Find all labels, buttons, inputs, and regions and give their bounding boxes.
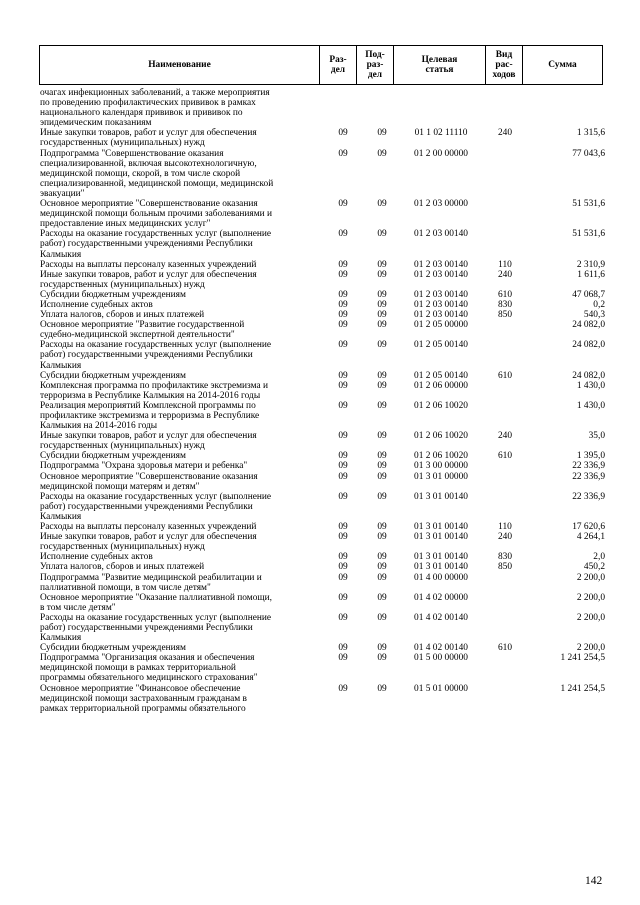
row-podrazdel: 09 [377, 461, 387, 472]
row-vid-rashodov: 610 [497, 643, 513, 654]
table-row [40, 471, 605, 492]
table-row [40, 592, 605, 613]
table-row [40, 451, 605, 462]
row-razdel: 09 [338, 269, 348, 280]
row-summa: 1 315,6 [576, 128, 605, 139]
row-summa: 2 200,0 [576, 572, 605, 583]
row-razdel: 09 [338, 653, 348, 664]
row-name: Иные закупки товаров, работ и услуг для обеспечения государственных (муниципальных) нужд [40, 128, 257, 149]
row-celevaya-statya: 01 2 06 10020 [414, 431, 468, 442]
row-summa: 51 531,6 [572, 229, 605, 240]
row-summa: 2 200,0 [576, 612, 605, 623]
row-summa: 24 082,0 [572, 320, 605, 331]
table-row [40, 653, 605, 684]
row-vid-rashodov: 240 [497, 532, 513, 543]
row-podrazdel: 09 [377, 310, 387, 321]
row-podrazdel: 09 [377, 299, 387, 310]
table-row [40, 370, 605, 381]
row-celevaya-statya: 01 2 03 00140 [414, 269, 468, 280]
row-vid-rashodov: 240 [497, 269, 513, 280]
row-podrazdel: 09 [377, 653, 387, 664]
row-razdel: 09 [338, 491, 348, 502]
row-summa: 2 200,0 [576, 592, 605, 603]
row-celevaya-statya: 01 2 05 00000 [414, 320, 468, 331]
row-name: Исполнение судебных актов [40, 299, 153, 310]
row-podrazdel: 09 [377, 572, 387, 583]
row-summa: 22 336,9 [572, 471, 605, 482]
row-name: Субсидии бюджетным учреждениям [40, 451, 186, 462]
row-podrazdel: 09 [377, 229, 387, 240]
row-razdel: 09 [338, 148, 348, 159]
row-razdel: 09 [338, 592, 348, 603]
row-name: Подпрограмма "Развитие медицинской реабилитации и паллиативной помощи, в том числе детям" [40, 572, 262, 593]
row-summa: 51 531,6 [572, 199, 605, 210]
row-summa: 1 430,0 [576, 400, 605, 411]
row-name: Основное мероприятие "Совершенствование оказания медицинской помощи матерям и детям" [40, 471, 258, 492]
row-name: Подпрограмма "Организация оказания и обеспечения медицинской помощи в рамках территориальной программы обязательного медицинского страхования" [40, 653, 258, 684]
table-row [40, 643, 605, 654]
row-summa: 0,2 [593, 299, 605, 310]
table-row [40, 532, 605, 553]
row-summa: 1 241 254,5 [560, 683, 605, 694]
header-celevaya: Целевая статья [394, 46, 486, 85]
row-razdel: 09 [338, 320, 348, 331]
row-summa: 4 264,1 [576, 532, 605, 543]
table-row [40, 491, 605, 522]
row-celevaya-statya: 01 3 01 00000 [414, 471, 468, 482]
row-celevaya-statya: 01 4 02 00140 [414, 612, 468, 623]
row-name: Уплата налогов, сборов и иных платежей [40, 310, 205, 321]
row-name: Расходы на выплаты персоналу казенных учреждений [40, 522, 257, 533]
table-row [40, 612, 605, 644]
row-razdel: 09 [338, 552, 348, 563]
row-summa: 1 430,0 [576, 380, 605, 391]
row-celevaya-statya: 01 2 06 00000 [414, 380, 468, 391]
row-celevaya-statya: 01 5 00 00000 [414, 653, 468, 664]
row-podrazdel: 09 [377, 199, 387, 210]
row-celevaya-statya: 01 2 06 10020 [414, 451, 468, 462]
row-razdel: 09 [338, 259, 348, 270]
row-razdel: 09 [338, 471, 348, 482]
table-row [40, 461, 605, 472]
row-podrazdel: 09 [377, 491, 387, 502]
row-podrazdel: 09 [377, 592, 387, 603]
row-podrazdel: 09 [377, 431, 387, 442]
row-podrazdel: 09 [377, 380, 387, 391]
table-row [40, 199, 605, 230]
row-name: Подпрограмма "Совершенствование оказания специализированной, включая высокотехнологичную, медицинской помощи, скорой, в том числе скорой специализированной, медицинской помощи, медицинской эвакуации" [40, 148, 274, 199]
table-row [40, 148, 605, 199]
row-summa: 1 241 254,5 [560, 653, 605, 664]
row-celevaya-statya: 01 3 00 00000 [414, 461, 468, 472]
row-podrazdel: 09 [377, 683, 387, 694]
row-name: Подпрограмма "Охрана здоровья матери и ребенка" [40, 461, 248, 472]
row-razdel: 09 [338, 380, 348, 391]
row-razdel: 09 [338, 643, 348, 654]
table-row [40, 320, 605, 341]
row-name: Иные закупки товаров, работ и услуг для обеспечения государственных (муниципальных) нужд [40, 269, 257, 290]
row-vid-rashodov: 850 [497, 562, 513, 573]
row-summa: 24 082,0 [572, 370, 605, 381]
row-summa: 22 336,9 [572, 461, 605, 472]
row-summa: 77 043,6 [572, 148, 605, 159]
row-vid-rashodov: 610 [497, 370, 513, 381]
row-razdel: 09 [338, 289, 348, 300]
row-celevaya-statya: 01 4 02 00000 [414, 592, 468, 603]
row-name: Субсидии бюджетным учреждениям [40, 643, 186, 654]
table-row [40, 683, 605, 714]
row-celevaya-statya: 01 2 06 10020 [414, 400, 468, 411]
row-vid-rashodov: 110 [498, 259, 512, 270]
row-celevaya-statya: 01 3 01 00140 [414, 562, 468, 573]
row-razdel: 09 [338, 683, 348, 694]
table-row [40, 88, 602, 128]
row-vid-rashodov: 830 [497, 552, 513, 563]
row-celevaya-statya: 01 3 01 00140 [414, 522, 468, 533]
row-vid-rashodov: 610 [497, 451, 513, 462]
table-row [40, 269, 605, 290]
row-podrazdel: 09 [377, 522, 387, 533]
row-summa: 2 310,9 [576, 259, 605, 270]
row-celevaya-statya: 01 3 01 00140 [414, 552, 468, 563]
row-summa: 1 611,6 [577, 269, 605, 280]
row-podrazdel: 09 [377, 320, 387, 331]
row-vid-rashodov: 610 [497, 289, 513, 300]
table-row [40, 380, 605, 401]
row-name: Уплата налогов, сборов и иных платежей [40, 562, 205, 573]
row-razdel: 09 [338, 562, 348, 573]
row-razdel: 09 [338, 522, 348, 533]
row-celevaya-statya: 01 2 03 00000 [414, 199, 468, 210]
table-row [40, 310, 605, 321]
row-summa: 24 082,0 [572, 340, 605, 351]
row-name: Расходы на оказание государственных услуг (выполнение работ) государственными учреждениями Республики Калмыкия [40, 491, 272, 522]
row-razdel: 09 [338, 340, 348, 351]
row-razdel: 09 [338, 229, 348, 240]
row-podrazdel: 09 [377, 370, 387, 381]
row-celevaya-statya: 01 2 00 00000 [414, 148, 468, 159]
row-celevaya-statya: 01 2 05 00140 [414, 340, 468, 351]
row-summa: 540,3 [583, 310, 605, 321]
row-razdel: 09 [338, 461, 348, 472]
row-podrazdel: 09 [377, 552, 387, 563]
row-celevaya-statya: 01 4 00 00000 [414, 572, 468, 583]
row-summa: 1 395,0 [576, 451, 605, 462]
row-podrazdel: 09 [377, 148, 387, 159]
row-razdel: 09 [338, 299, 348, 310]
table-row [40, 128, 605, 149]
table-row [40, 299, 605, 310]
header-vid: Вид рас- ходов [486, 46, 523, 85]
row-vid-rashodov: 240 [497, 431, 513, 442]
table-row [40, 431, 605, 452]
row-celevaya-statya: 01 3 01 00140 [414, 532, 468, 543]
row-razdel: 09 [338, 431, 348, 442]
table-row [40, 400, 605, 432]
row-razdel: 09 [338, 310, 348, 321]
row-summa: 17 620,6 [572, 522, 605, 533]
table-row [40, 340, 605, 371]
row-celevaya-statya: 01 3 01 00140 [414, 491, 468, 502]
header-razdel: Раз- дел [320, 46, 357, 85]
row-vid-rashodov: 830 [497, 299, 513, 310]
row-celevaya-statya: 01 2 03 00140 [414, 259, 468, 270]
row-vid-rashodov: 240 [497, 128, 513, 139]
row-name: Субсидии бюджетным учреждениям [40, 370, 186, 381]
table-row [40, 229, 605, 260]
row-podrazdel: 09 [377, 612, 387, 623]
row-razdel: 09 [338, 451, 348, 462]
row-name: Расходы на оказание государственных услуг (выполнение работ) государственными учреждениями Республики Калмыкия [40, 340, 272, 371]
row-razdel: 09 [338, 532, 348, 543]
row-podrazdel: 09 [377, 340, 387, 351]
row-celevaya-statya: 01 2 03 00140 [414, 299, 468, 310]
table-row [40, 572, 605, 593]
table-header [39, 45, 603, 85]
row-name: Основное мероприятие "Совершенствование оказания медицинской помощи больным прочими заболеваниями и предоставление иных медицинских услуг" [40, 199, 273, 230]
header-name: Наименование [40, 46, 320, 85]
row-name: Расходы на оказание государственных услуг (выполнение работ) государственными учреждениями Республики Калмыкия [40, 229, 272, 260]
row-razdel: 09 [338, 199, 348, 210]
row-summa: 47 068,7 [572, 289, 605, 300]
row-name: Расходы на оказание государственных услуг (выполнение работ) государственными учреждениями Республики Калмыкия [40, 612, 272, 644]
row-summa: 2 200,0 [576, 643, 605, 654]
row-podrazdel: 09 [377, 400, 387, 411]
row-name: Основное мероприятие "Развитие государственной судебно-медицинской экспертной деятельности" [40, 320, 245, 341]
row-summa: 450,2 [583, 562, 605, 573]
row-celevaya-statya: 01 2 03 00140 [414, 289, 468, 300]
row-name: Реализация мероприятий Комплексной программы по профилактике экстремизма и терроризма в Республике Калмыкия на 2014-2016 годы [40, 400, 260, 432]
row-razdel: 09 [338, 128, 348, 139]
row-celevaya-statya: 01 5 01 00000 [414, 683, 468, 694]
row-name: Основное мероприятие "Финансовое обеспечение медицинской помощи застрахованным гражданам в рамках территориальной программы обязательного [40, 683, 247, 714]
table-body [40, 88, 605, 714]
row-name: очагах инфекционных заболеваний, а также мероприятия по проведению профилактических прививок в рамках национального календаря прививок и прививок по эпидемическим показаниям [40, 88, 270, 129]
row-name: Иные закупки товаров, работ и услуг для обеспечения государственных (муниципальных) нужд [40, 431, 257, 452]
table-row [40, 289, 605, 300]
row-razdel: 09 [338, 370, 348, 381]
row-razdel: 09 [338, 400, 348, 411]
row-celevaya-statya: 01 1 02 11110 [414, 128, 468, 139]
row-podrazdel: 09 [377, 532, 387, 543]
row-name: Исполнение судебных актов [40, 552, 153, 563]
table-row [40, 259, 605, 270]
row-razdel: 09 [338, 612, 348, 623]
row-podrazdel: 09 [377, 471, 387, 482]
row-podrazdel: 09 [377, 259, 387, 270]
row-podrazdel: 09 [377, 451, 387, 462]
header-podrazdel: Под- раз- дел [357, 46, 394, 85]
row-vid-rashodov: 110 [498, 522, 512, 533]
row-celevaya-statya: 01 4 02 00140 [414, 643, 468, 654]
row-name: Комплексная программа по профилактике экстремизма и терроризма в Республике Калмыкия на 2014-2016 годы [40, 380, 269, 401]
row-podrazdel: 09 [377, 289, 387, 300]
row-celevaya-statya: 01 2 03 00140 [414, 229, 468, 240]
row-summa: 22 336,9 [572, 491, 605, 502]
table-row [40, 522, 605, 533]
row-celevaya-statya: 01 2 05 00140 [414, 370, 468, 381]
table-row [40, 562, 605, 573]
row-summa: 35,0 [588, 431, 605, 442]
row-celevaya-statya: 01 2 03 00140 [414, 310, 468, 321]
row-name: Иные закупки товаров, работ и услуг для обеспечения государственных (муниципальных) нужд [40, 532, 257, 553]
table-row [40, 552, 605, 563]
row-vid-rashodov: 850 [497, 310, 513, 321]
row-razdel: 09 [338, 572, 348, 583]
row-podrazdel: 09 [377, 269, 387, 280]
row-podrazdel: 09 [377, 128, 387, 139]
row-podrazdel: 09 [377, 643, 387, 654]
header-summa: Сумма [523, 46, 603, 85]
row-summa: 2,0 [593, 552, 605, 563]
row-name: Расходы на выплаты персоналу казенных учреждений [40, 259, 257, 270]
row-name: Основное мероприятие "Оказание паллиативной помощи, в том числе детям" [40, 592, 272, 613]
page-number: 142 [585, 875, 603, 887]
row-name: Субсидии бюджетным учреждениям [40, 289, 186, 300]
row-podrazdel: 09 [377, 562, 387, 573]
